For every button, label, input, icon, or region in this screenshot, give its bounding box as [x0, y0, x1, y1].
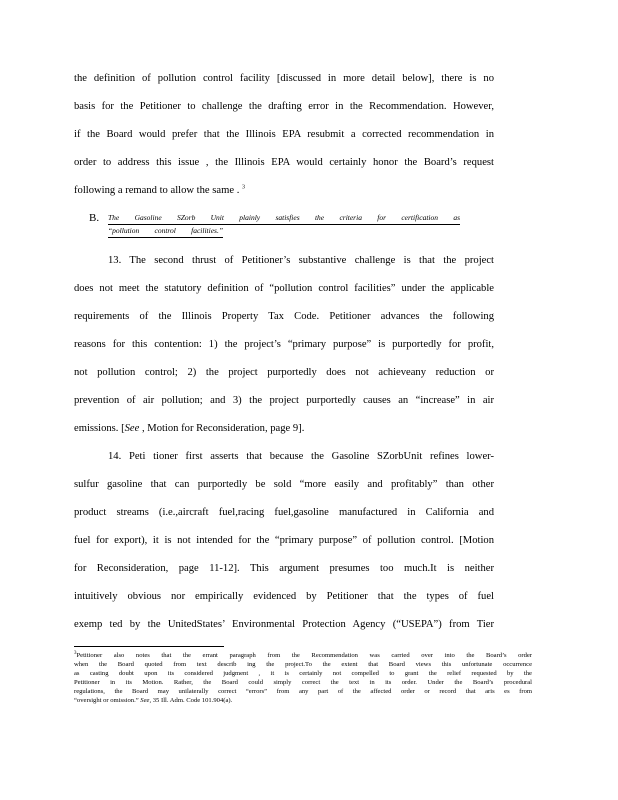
para13-line-4: reasons for this contention: 1) the project’s “primary purpose” is purportedly for profit,: [74, 339, 494, 350]
section-heading-line-2: “pollution control facilities.”: [108, 226, 223, 235]
footnote-last-prefix: “oversight or omission.”: [74, 697, 141, 704]
heading-underline-2: [108, 237, 223, 238]
body-line-2: basis for the Petitioner to challenge the drafting error in the Recommendation. However,: [74, 101, 494, 112]
para14-line-3: product streams (i.e.,aircraft fuel,racing fuel,gasoline manufactured in California and: [74, 507, 494, 518]
citation-signal-see: See: [124, 423, 140, 434]
para13-line-6: prevention of air pollution; and 3) the project purportedly causes an “increase” in air: [74, 395, 494, 406]
footnote-last-rest: 35 Ill. Adm. Code 101.904(a).: [151, 697, 233, 704]
para14-line-6: intuitively obvious nor empirically evidenced by Petitioner that the types of fuel: [74, 591, 494, 602]
para14-line-7: exemp ted by the UnitedStates’ Environmental Protection Agency (“USEPA”) from Tier: [74, 619, 494, 630]
footnote-separator: [74, 646, 224, 647]
footnote-line-4: Petitioner in its Motion. Rather, the Board could simply correct the text in its order. Under the Board’s procedural: [74, 679, 532, 686]
footnote-line-1-text: Petitioner also notes that the errant paragraph from the Recommendation was carried over into the Board’s order: [76, 652, 532, 659]
heading-underline-1: [108, 224, 460, 225]
footnote-line-6: [74, 697, 532, 706]
para14-line-1: 14. Peti tioner first asserts that because the Gasoline SZorbUnit refines lower-: [108, 451, 494, 462]
footnote-line-1: [74, 652, 532, 661]
footnote-number: 3: [74, 650, 77, 656]
footnote-citation-see: See,: [140, 697, 152, 704]
para13-line-1: 13. The second thrust of Petitioner’s substantive challenge is that the project: [108, 255, 494, 266]
para14-line-4: fuel for export), it is not intended for the “primary purpose” of pollution control. [Motion: [74, 535, 494, 546]
footnote-line-3: as casting doubt upon its considered judgment , it is certainly not compelled to grant the relief requested by the: [74, 670, 532, 677]
para14-line-2: sulfur gasoline that can purportedly be sold “more easily and profitably” than other: [74, 479, 494, 490]
footnote-reference[interactable]: 3: [242, 184, 245, 191]
footnote-line-5: regulations, the Board may unilaterally correct “errors” from any part of the affected order or record that aris es from: [74, 688, 532, 695]
footnote-line-2: when the Board quoted from text describ ing the project.To the extent that Board views this unfortunate occurrence: [74, 661, 532, 668]
body-line-5-text: following a remand to allow the same .: [74, 185, 240, 196]
para13-line-3: requirements of the Illinois Property Tax Code. Petitioner advances the following: [74, 311, 494, 322]
para13-line-7: [74, 422, 494, 436]
section-heading-line-1: The Gasoline SZorb Unit plainly satisfies the criteria for certification as: [108, 213, 460, 222]
para13-last-prefix: emissions. [: [74, 423, 125, 434]
section-heading-marker: B.: [89, 212, 100, 224]
para13-line-5: not pollution control; 2) the project purportedly does not achieveany reduction or: [74, 367, 494, 378]
body-line-1: the definition of pollution control facility [discussed in more detail below], there is no: [74, 73, 494, 84]
body-line-5: [74, 184, 494, 198]
body-line-4: order to address this issue , the Illinois EPA would certainly honor the Board’s request: [74, 157, 494, 168]
para13-last-rest: , Motion for Reconsideration, page 9].: [139, 423, 305, 434]
para13-line-2: does not meet the statutory definition of “pollution control facilities” under the applicable: [74, 283, 494, 294]
para14-line-5: for Reconsideration, page 11-12]. This argument presumes too much.It is neither: [74, 563, 494, 574]
body-line-3: if the Board would prefer that the Illinois EPA resubmit a corrected recommendation in: [74, 129, 494, 140]
